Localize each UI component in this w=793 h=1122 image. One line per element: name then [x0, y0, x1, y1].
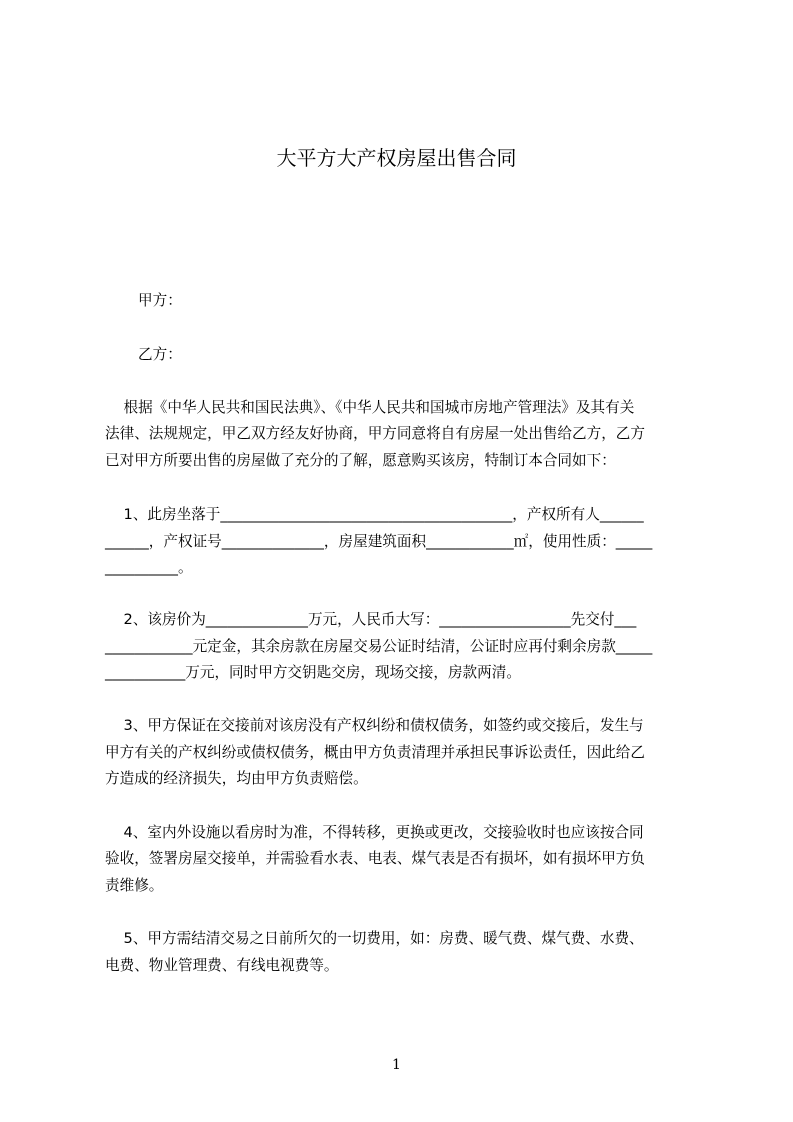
preamble-line-1: 根据《中华人民共和国民法典》、《中华人民共和国城市房地产管理法》及其有关: [105, 399, 635, 416]
preamble-line-3: 已对甲方所要出售的房屋做了充分的了解，愿意购买该房，特制订本合同如下：: [105, 452, 616, 469]
clause-4-line-2: 验收，签署房屋交接单，并需验看水表、电表、煤气表是否有损坏，如有损坏甲方负: [105, 850, 645, 867]
clause-2-line-2: ____________元定金，其余房款在房屋交易公证时结清，公证时应再付剩余房款_____: [105, 638, 653, 655]
clause-2-line-1: 2、该房价为______________万元，人民币大写：__________________先交付___: [105, 611, 637, 628]
party-b-label: 乙方：: [138, 346, 182, 363]
clause-2-line-3: ___________万元，同时甲方交钥匙交房，现场交接，房款两清。: [105, 664, 521, 681]
clause-1-line-1: 1、此房坐落于________________________________________，产权所有人______: [105, 506, 644, 523]
clause-3-line-3: 方造成的经济损失，均由甲方负责赔偿。: [105, 770, 368, 787]
clause-5-line-2: 电费、物业管理费、有线电视费等。: [105, 957, 339, 974]
clause-5-line-1: 5、甲方需结清交易之日前所欠的一切费用，如：房费、暖气费、煤气费、水费、: [105, 930, 644, 947]
clause-4-line-1: 4、室内外设施以看房时为准，不得转移，更换或更改，交接验收时也应该按合同: [105, 824, 644, 841]
clause-4-line-3: 责维修。: [105, 877, 164, 894]
clause-3-line-1: 3、甲方保证在交接前对该房没有产权纠纷和债权债务，如签约或交接后，发生与: [105, 717, 644, 734]
page-number: 1: [392, 1057, 401, 1073]
clause-3-line-2: 甲方有关的产权纠纷或债权债务，概由甲方负责清理并承担民事诉讼责任，因此给乙: [105, 744, 645, 761]
preamble-line-2: 法律、法规规定，甲乙双方经友好协商，甲方同意将自有房屋一处出售给乙方，乙方: [105, 425, 645, 442]
document-title: 大平方大产权房屋出售合同: [276, 146, 517, 170]
party-a-label: 甲方：: [138, 292, 182, 309]
clause-1-line-2: ______，产权证号______________，房屋建筑面积____________㎡，使用性质：_____: [105, 533, 653, 550]
clause-1-line-3: __________。: [105, 559, 193, 576]
